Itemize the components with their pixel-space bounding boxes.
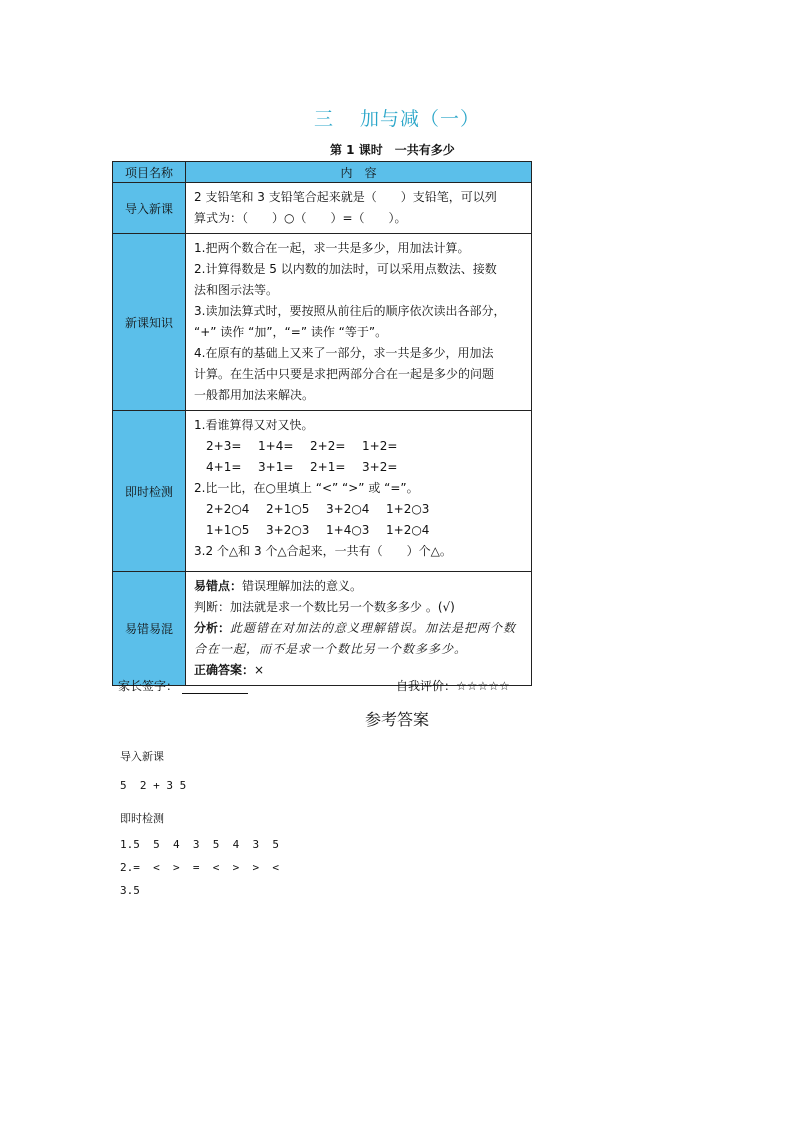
compare-problem: 1+2○3	[386, 502, 430, 516]
text-line: 4.在原有的基础上又来了一部分，求一共是多少，用加法	[194, 346, 494, 360]
compare-problem: 3+2○4	[326, 502, 370, 516]
row-content-intro	[186, 183, 532, 234]
mistake-point	[194, 576, 525, 597]
math-problem: 1+2=	[362, 439, 398, 453]
correct-answer-text: ×	[254, 663, 265, 677]
signature-blank[interactable]	[182, 681, 248, 694]
question-2-row-2	[194, 520, 525, 541]
text-line: 2.计算得数是 5 以内数的加法时，可以采用点数法、接数	[194, 262, 497, 276]
table-row-knowledge	[113, 234, 532, 411]
row-content-mistakes	[186, 572, 532, 686]
mistake-point-text: 错误理解加法的意义。	[242, 579, 363, 593]
text-line: 1.把两个数合在一起，求一共是多少，用加法计算。	[194, 241, 470, 255]
question-1-row-2	[194, 457, 525, 478]
math-problem: 4+1=	[206, 460, 242, 474]
analysis	[194, 618, 525, 639]
answer-1: 1.5 5 4 3 5 4 3 5	[120, 838, 279, 851]
compare-problem: 1+4○3	[326, 523, 370, 537]
text-line: 法和图示法等。	[194, 283, 279, 297]
answers-intro-heading: 导入新课	[120, 750, 164, 763]
answers-title: 参考答案	[364, 710, 429, 729]
question-1-title: 1.看谁算得又对又快。	[194, 418, 314, 432]
judge-statement: 判断：加法就是求一个数比另一个数多多少 。(√)	[194, 600, 455, 614]
text-line: 计算。在生活中只要是求把两部分合在一起是多少的问题	[194, 367, 495, 381]
lesson-topic: 一共有多少	[394, 143, 455, 157]
question-2-row-1	[194, 499, 525, 520]
table-row-check	[113, 411, 532, 572]
answers-intro: 5 2 + 3 5	[120, 779, 187, 792]
text-line: “+” 读作 “加”，“=” 读作 “等于”。	[194, 325, 388, 339]
answer-3: 3.5	[120, 884, 140, 897]
math-problem: 3+2=	[362, 460, 398, 474]
parent-signature-label: 家长签字：	[118, 679, 179, 693]
parent-signature	[118, 677, 248, 694]
row-label-intro: 导入新课	[113, 183, 186, 234]
compare-problem: 2+1○5	[266, 502, 310, 516]
compare-problem: 2+2○4	[206, 502, 250, 516]
correct-answer-label: 正确答案：	[194, 663, 255, 677]
header-content: 内 容	[186, 162, 532, 183]
answer-2: 2.= < > = < > > <	[120, 861, 279, 874]
table-header-row	[113, 162, 532, 183]
math-problem: 2+1=	[310, 460, 346, 474]
table-row-mistakes	[113, 572, 532, 686]
row-label-check: 即时检测	[113, 411, 186, 572]
unit-number: 三	[313, 108, 334, 130]
row-content-check	[186, 411, 532, 572]
analysis-text-continued: 合在一起，而不是求一个数比另一个数多多少。	[194, 642, 468, 656]
math-problem: 2+2=	[310, 439, 346, 453]
analysis-text: 此题错在对加法的意义理解错误。加法是把两个数	[230, 621, 517, 635]
text-line: 算式为：（ ）○（ ）=（ ）。	[194, 211, 407, 225]
question-2-title: 2.比一比，在○里填上 “<” “>” 或 “=”。	[194, 481, 419, 495]
lesson-subtitle	[330, 141, 455, 158]
text-line: 一般都用加法来解决。	[194, 388, 315, 402]
header-item: 项目名称	[113, 162, 186, 183]
self-evaluation: 自我评价：☆☆☆☆☆	[396, 679, 510, 693]
text-line: 3.读加法算式时，要按照从前往后的顺序依次读出各部分，	[194, 304, 506, 318]
question-1-row-1	[194, 436, 525, 457]
compare-problem: 1+1○5	[206, 523, 250, 537]
row-label-mistakes: 易错易混	[113, 572, 186, 686]
row-content-knowledge	[186, 234, 532, 411]
row-label-knowledge: 新课知识	[113, 234, 186, 411]
math-problem: 3+1=	[258, 460, 294, 474]
answers-check-heading: 即时检测	[120, 812, 164, 825]
text-line: 2 支铅笔和 3 支铅笔合起来就是（ ）支铅笔，可以列	[194, 190, 497, 204]
math-problem: 2+3=	[206, 439, 242, 453]
table-row-intro	[113, 183, 532, 234]
compare-problem: 3+2○3	[266, 523, 310, 537]
question-3: 3.2 个△和 3 个△合起来，一共有（ ）个△。	[194, 544, 452, 558]
math-problem: 1+4=	[258, 439, 294, 453]
compare-problem: 1+2○4	[386, 523, 430, 537]
mistake-point-label: 易错点：	[194, 579, 243, 593]
unit-name: 加与减（一）	[360, 108, 481, 130]
lesson-number: 第 1 课时	[330, 143, 383, 157]
analysis-label: 分析：	[194, 621, 231, 635]
unit-title	[0, 104, 794, 131]
lesson-table	[112, 161, 532, 686]
